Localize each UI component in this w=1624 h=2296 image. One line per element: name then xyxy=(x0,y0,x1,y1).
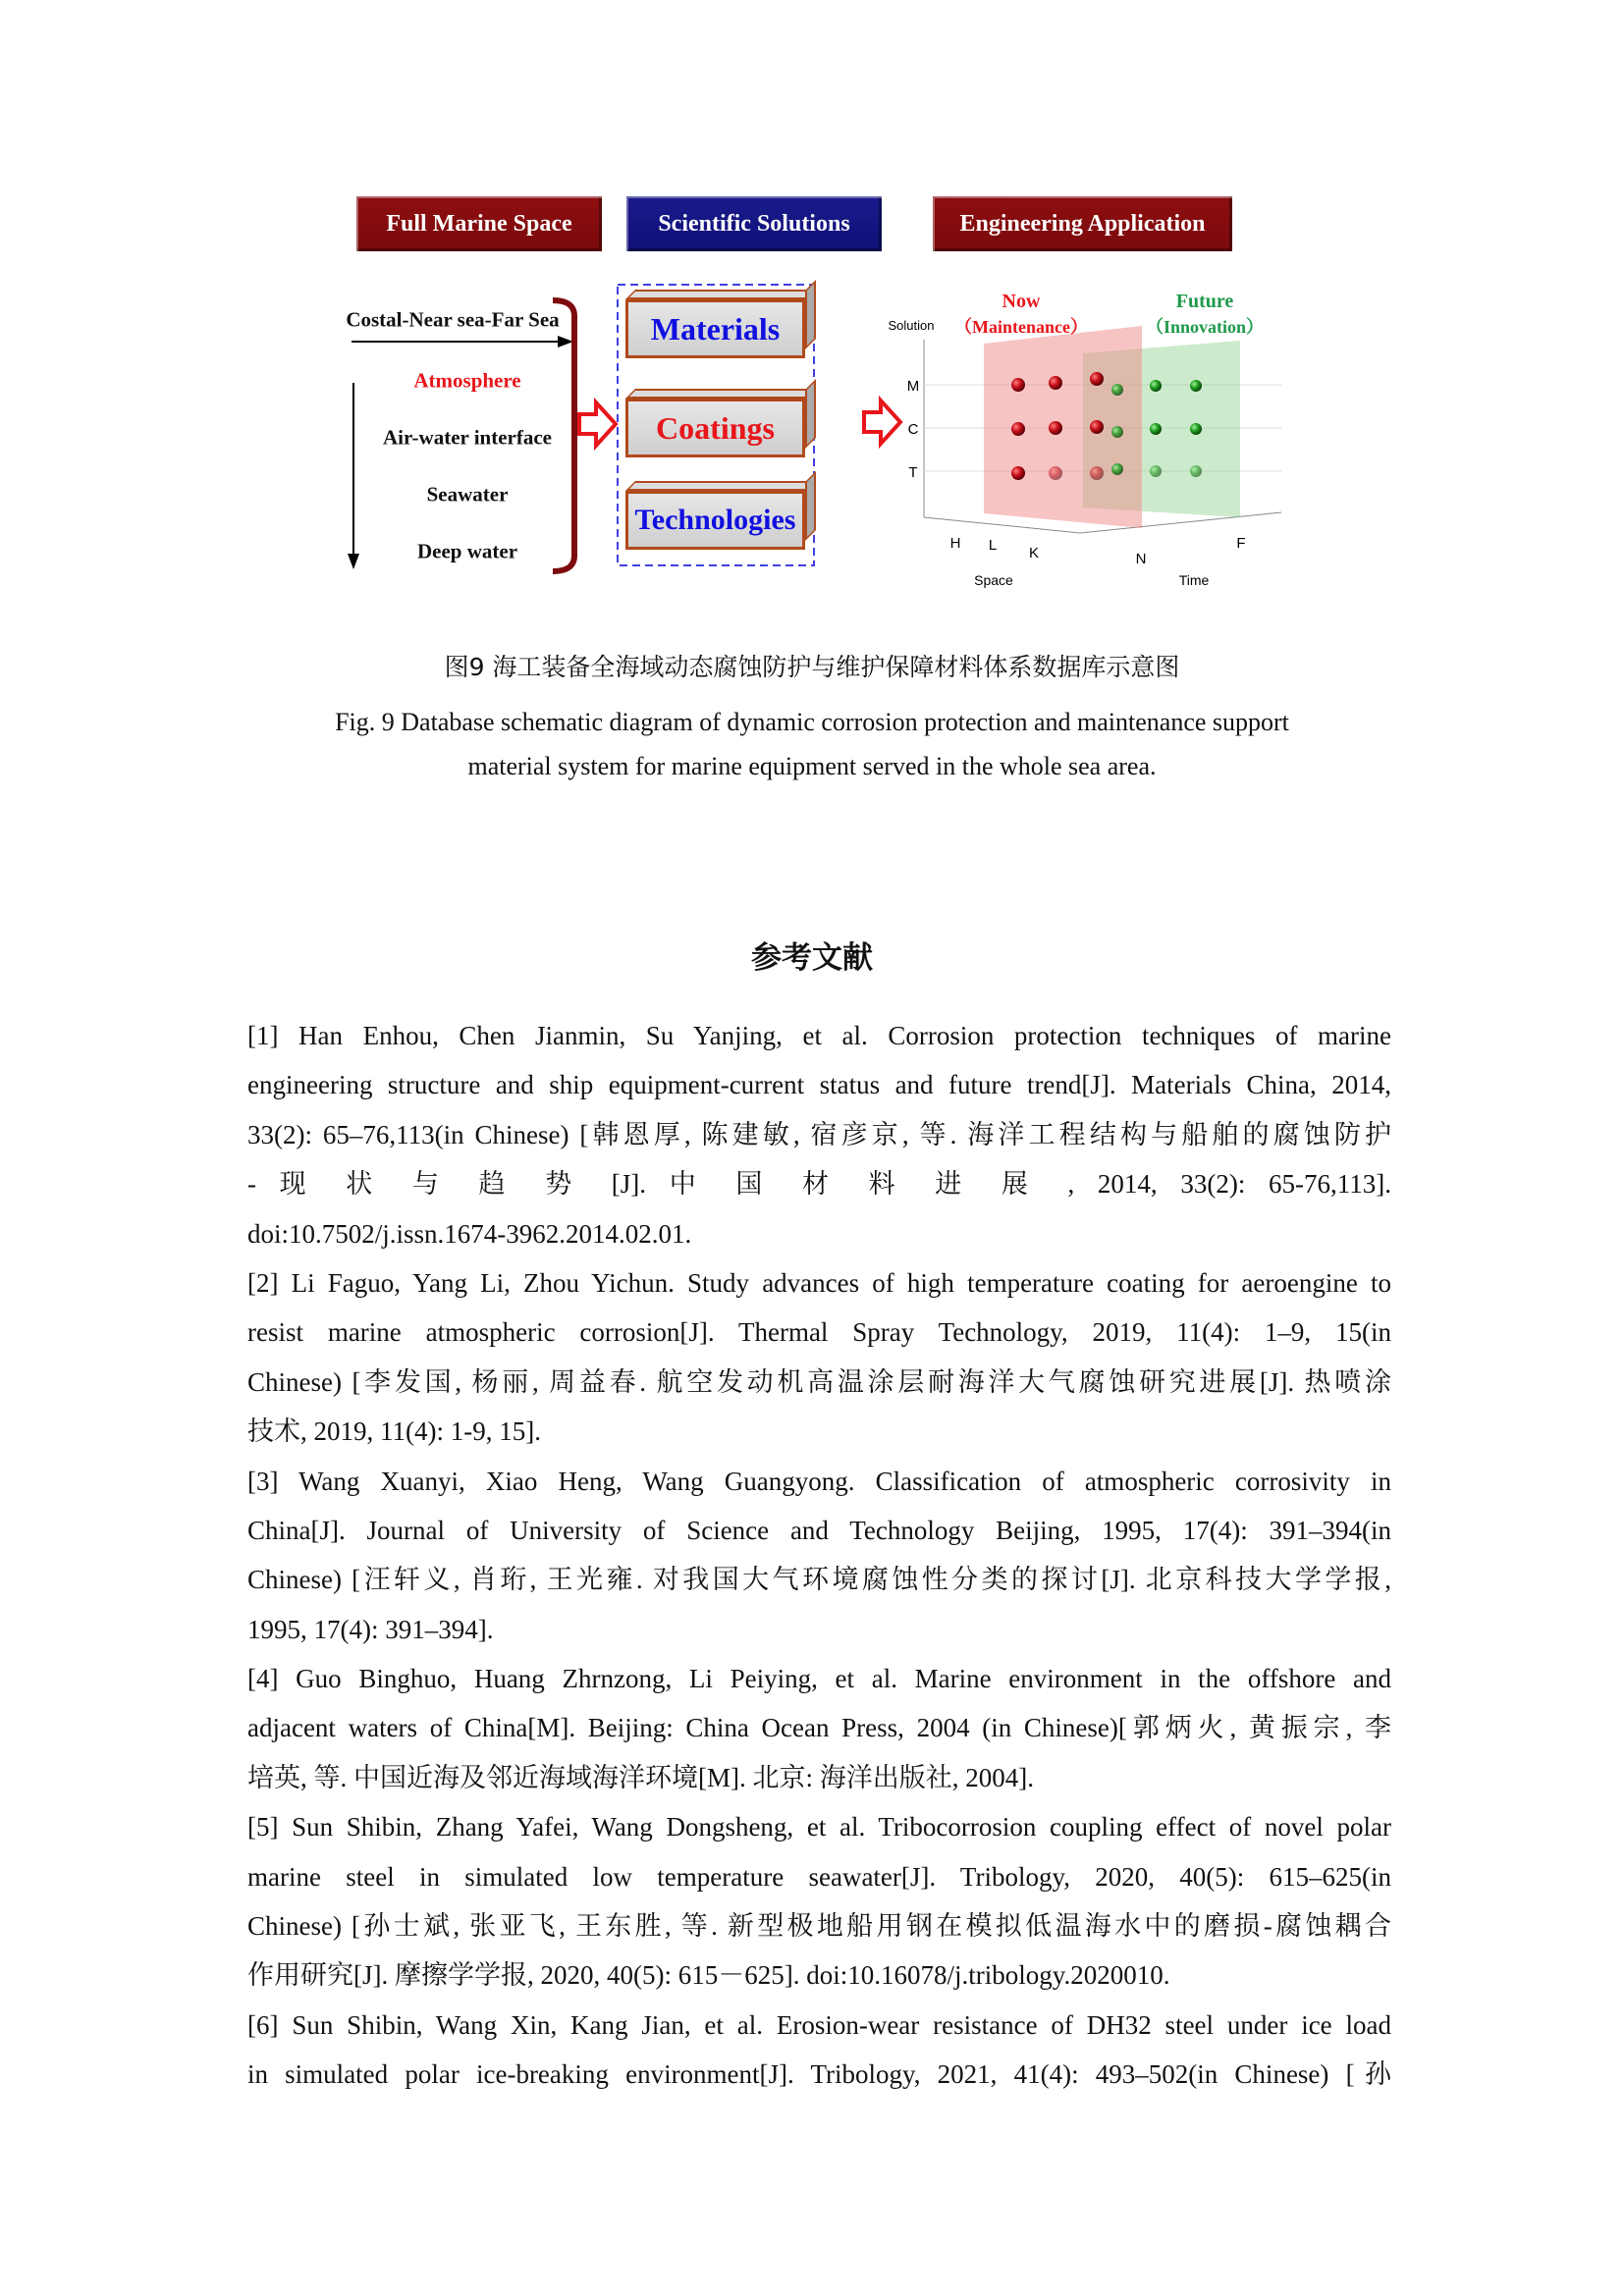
reference-line: in simulated polar ice-breaking environment[J]. Tribology, 2021, 41(4): 493–502(in Chinese) [孙 xyxy=(247,2059,1391,2090)
reference-line: engineering structure and ship equipment-current status and future trend[J]. Materials China, 2014, xyxy=(247,1070,1391,1100)
header-scientific-solutions: Scientific Solutions xyxy=(626,196,882,251)
tick-t: T xyxy=(908,464,918,481)
tick-h: H xyxy=(949,535,961,552)
time-axis-title: Time xyxy=(1178,572,1210,588)
solution-axis-label: Solution xyxy=(888,318,935,333)
tick-l: L xyxy=(988,537,998,554)
reference-line: [3] Wang Xuanyi, Xiao Heng, Wang Guangyong. Classification of atmospheric corrosivity in xyxy=(247,1466,1391,1496)
references-list xyxy=(247,1011,1391,2100)
reference-item xyxy=(247,1011,1391,1258)
reference-line: 作用研究[J]. 摩擦学学报, 2020, 40(5): 615－625]. doi:10.16078/j.tribology.2020010. xyxy=(247,1960,1170,1991)
reference-line: Chinese) [汪轩义, 肖珩, 王光雍. 对我国大气环境腐蚀性分类的探讨[J]. 北京科技大学学报, xyxy=(247,1565,1391,1595)
zone-air-water-interface: Air-water interface xyxy=(383,425,552,450)
reference-line: [5] Sun Shibin, Zhang Yafei, Wang Dongsheng, et al. Tribocorrosion coupling effect of novel polar xyxy=(247,1812,1391,1842)
hollow-arrow-icon xyxy=(579,402,616,446)
space-axis-title: Space xyxy=(974,572,1013,588)
reference-line: marine steel in simulated low temperature seawater[J]. Tribology, 2020, 40(5): 615–625(in xyxy=(247,1861,1391,1892)
reference-line: 培英, 等. 中国近海及邻近海域海洋环境[M]. 北京: 海洋出版社, 2004]. xyxy=(247,1762,1034,1792)
solution-materials: Materials xyxy=(625,299,805,358)
caption-zh: 图9 海工装备全海域动态腐蚀防护与维护保障材料体系数据库示意图 xyxy=(444,653,1180,681)
reference-line: Chinese) [孙士斌, 张亚飞, 王东胜, 等. 新型极地船用钢在模拟低温海水中的磨损-腐蚀耦合 xyxy=(247,1911,1391,1942)
reference-line: 33(2): 65–76,113(in Chinese) [韩恩厚, 陈建敏, 宿彦京, 等. 海洋工程结构与船舶的腐蚀防护 xyxy=(247,1119,1391,1149)
tick-n: N xyxy=(1135,551,1147,567)
now-sub-label: （Maintenance） xyxy=(954,317,1088,337)
reference-line: [4] Guo Binghuo, Huang Zhrnzong, Li Peiying, et al. Marine environment in the offshore and xyxy=(247,1664,1391,1694)
header-engineering-application: Engineering Application xyxy=(933,196,1232,251)
reference-item xyxy=(247,1457,1391,1655)
reference-item xyxy=(247,1802,1391,2001)
reference-line: 1995, 17(4): 391–394]. xyxy=(247,1614,494,1644)
tick-c: C xyxy=(907,421,919,438)
reference-line: 技术, 2019, 11(4): 1-9, 15]. xyxy=(247,1416,541,1447)
solution-space-time-chart xyxy=(889,291,1281,588)
reference-line: China[J]. Journal of University of Science and Technology Beijing, 1995, 17(4): 391–394(in xyxy=(247,1515,1391,1545)
reference-item xyxy=(247,2001,1391,2100)
reference-item xyxy=(247,1654,1391,1802)
now-label: Now xyxy=(1001,291,1041,312)
zone-deep-water: Deep water xyxy=(416,539,518,563)
reference-line: [2] Li Faguo, Yang Li, Zhou Yichun. Study advances of high temperature coating for aeroengine to xyxy=(247,1267,1391,1298)
space-axis-label: Costal-Near sea-Far Sea xyxy=(346,307,560,332)
solution-coatings: Coatings xyxy=(625,399,805,457)
tick-k: K xyxy=(1028,545,1040,561)
solution-technologies: Technologies xyxy=(625,491,805,550)
references-title: 参考文献 xyxy=(751,940,873,976)
tick-f: F xyxy=(1236,535,1246,552)
caption-en-line1: Fig. 9 Database schematic diagram of dynamic corrosion protection and maintenance support xyxy=(335,708,1289,736)
reference-line: - 现 状 与 趋 势 [J]. 中 国 材 料 进 展 , 2014, 33(2): 65-76,113]. xyxy=(247,1169,1391,1200)
reference-line: [1] Han Enhou, Chen Jianmin, Su Yanjing, et al. Corrosion protection techniques of marine xyxy=(247,1021,1391,1050)
caption-en-line2: material system for marine equipment served in the whole sea area. xyxy=(467,752,1157,780)
reference-line: Chinese) [李发国, 杨丽, 周益春. 航空发动机高温涂层耐海洋大气腐蚀研究进展[J]. 热喷涂 xyxy=(247,1366,1391,1397)
zone-seawater: Seawater xyxy=(426,482,509,507)
future-label: Future xyxy=(1175,291,1234,312)
reference-line: adjacent waters of China[M]. Beijing: China Ocean Press, 2004 (in Chinese)[郭炳火, 黄振宗, 李 xyxy=(247,1713,1391,1743)
tick-m: M xyxy=(906,378,920,395)
reference-line: [6] Sun Shibin, Wang Xin, Kang Jian, et al. Erosion-wear resistance of DH32 steel under ice load xyxy=(247,2009,1391,2040)
zone-atmosphere: Atmosphere xyxy=(413,368,521,393)
header-full-marine-space: Full Marine Space xyxy=(356,196,602,251)
future-sub-label: （Innovation） xyxy=(1145,317,1265,337)
hollow-arrow-icon xyxy=(864,400,900,444)
reference-line: doi:10.7502/j.issn.1674-3962.2014.02.01. xyxy=(247,1218,692,1249)
reference-line: resist marine atmospheric corrosion[J]. Thermal Spray Technology, 2019, 11(4): 1–9, 15(in xyxy=(247,1317,1391,1348)
reference-item xyxy=(247,1258,1391,1457)
